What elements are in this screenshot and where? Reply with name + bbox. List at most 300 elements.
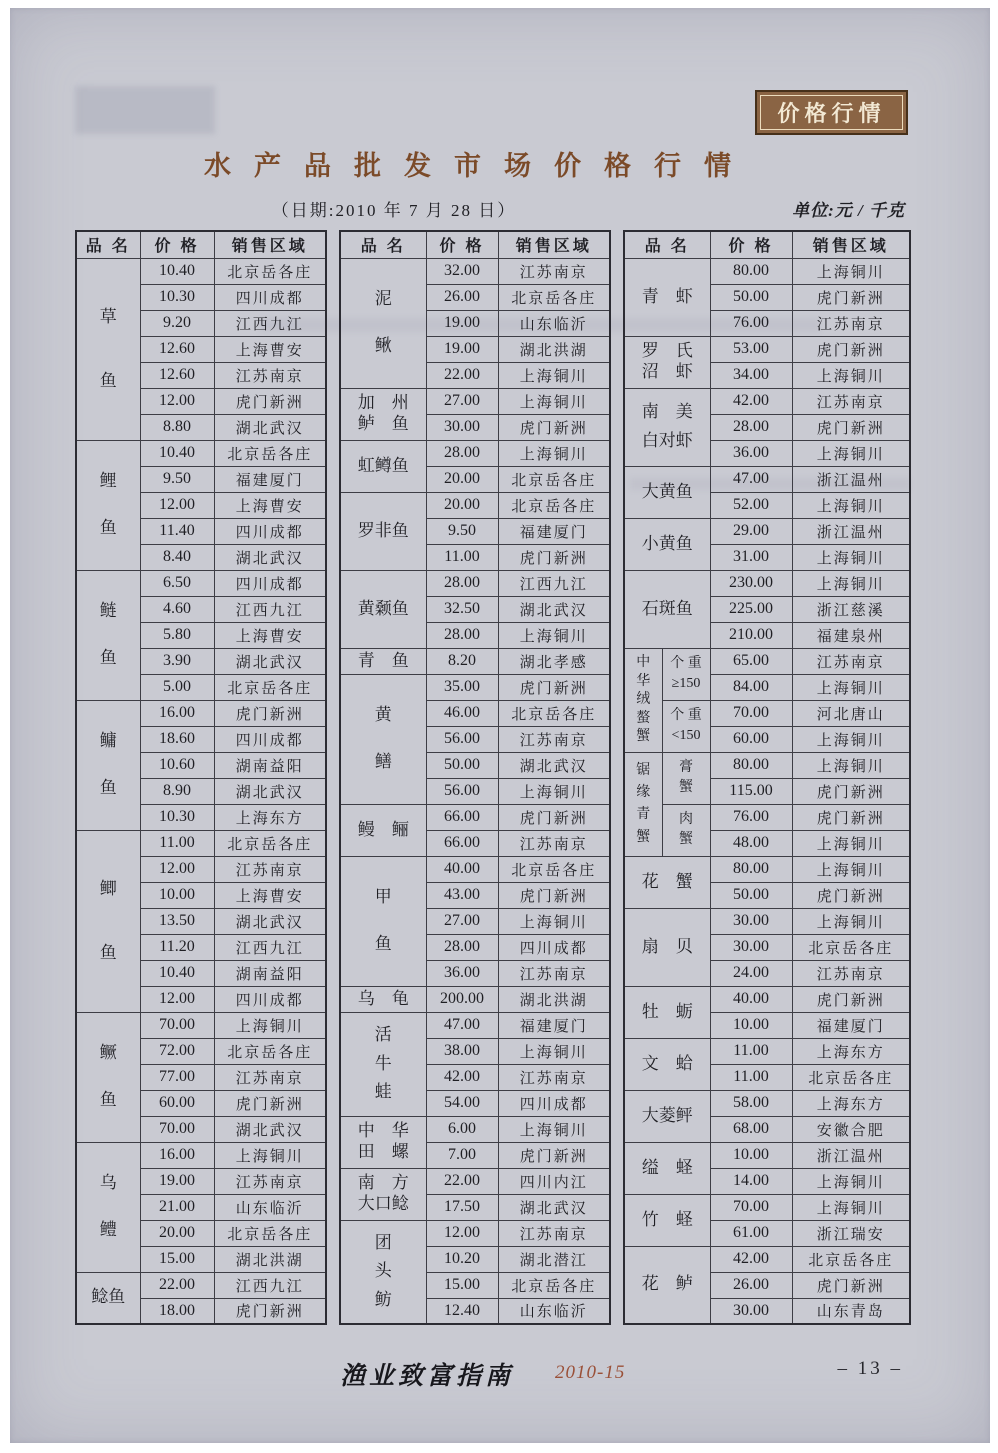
region-cell: 虎门新洲 [214, 388, 326, 414]
price-cell: 10.40 [140, 960, 214, 986]
column-header: 品 名 [624, 231, 710, 258]
region-cell: 上海铜川 [792, 908, 910, 934]
price-cell: 17.50 [426, 1194, 498, 1220]
price-cell: 10.00 [710, 1012, 792, 1038]
table-row [340, 1012, 610, 1038]
region-cell: 江苏南京 [498, 726, 610, 752]
product-name-cell: 花 鲈 [624, 1246, 710, 1324]
region-cell: 浙江瑞安 [792, 1220, 910, 1246]
region-cell: 湖北潜江 [498, 1246, 610, 1272]
table-row [624, 466, 910, 492]
region-cell: 上海铜川 [792, 492, 910, 518]
price-table [75, 230, 911, 1325]
price-cell: 34.00 [710, 362, 792, 388]
table-row [624, 804, 910, 830]
price-cell: 11.40 [140, 518, 214, 544]
page-number: – 13 – [837, 1358, 903, 1379]
price-cell: 60.00 [710, 726, 792, 752]
region-cell: 江苏南京 [498, 960, 610, 986]
price-cell: 68.00 [710, 1116, 792, 1142]
price-cell: 76.00 [710, 804, 792, 830]
price-cell: 70.00 [710, 1194, 792, 1220]
region-cell: 四川成都 [214, 726, 326, 752]
table-row [340, 492, 610, 518]
table-row [76, 700, 326, 726]
product-name-cell: 鳗 鲡 [340, 804, 426, 856]
product-name-cell: 团 头 鲂 [340, 1220, 426, 1324]
price-cell: 50.00 [710, 882, 792, 908]
table-row [624, 856, 910, 882]
price-cell: 115.00 [710, 778, 792, 804]
table-row [340, 258, 610, 284]
region-cell: 四川成都 [498, 1090, 610, 1116]
table-row [76, 1012, 326, 1038]
region-cell: 北京岳各庄 [498, 492, 610, 518]
region-cell: 湖北武汉 [498, 1194, 610, 1220]
product-subname-cell: 个 重 <150 [662, 700, 710, 752]
region-cell: 虎门新洲 [498, 544, 610, 570]
price-cell: 5.00 [140, 674, 214, 700]
table-row [76, 1142, 326, 1168]
date-line: （日期:2010 年 7 月 28 日） [271, 201, 517, 220]
product-name-cell: 虹鳟鱼 [340, 440, 426, 492]
region-cell: 四川成都 [214, 570, 326, 596]
table-row [624, 1090, 910, 1116]
price-cell: 28.00 [710, 414, 792, 440]
price-cell: 18.00 [140, 1298, 214, 1324]
region-cell: 上海铜川 [498, 440, 610, 466]
column-header: 销售区域 [792, 231, 910, 258]
price-cell: 3.90 [140, 648, 214, 674]
region-cell: 江苏南京 [792, 388, 910, 414]
price-cell: 9.20 [140, 310, 214, 336]
region-cell: 北京岳各庄 [214, 1038, 326, 1064]
price-cell: 66.00 [426, 830, 498, 856]
price-cell: 28.00 [426, 440, 498, 466]
price-cell: 70.00 [710, 700, 792, 726]
price-cell: 56.00 [426, 778, 498, 804]
product-subname-cell: 肉 蟹 [662, 804, 710, 856]
product-name-cell: 加 州 鲈 鱼 [340, 388, 426, 440]
price-cell: 31.00 [710, 544, 792, 570]
price-cell: 22.00 [140, 1272, 214, 1298]
price-cell: 8.20 [426, 648, 498, 674]
region-cell: 上海铜川 [498, 1116, 610, 1142]
region-cell: 上海铜川 [498, 1038, 610, 1064]
product-name-cell: 南 方 大口鲶 [340, 1168, 426, 1220]
product-name-cell: 牡 蛎 [624, 986, 710, 1038]
price-cell: 48.00 [710, 830, 792, 856]
price-cell: 14.00 [710, 1168, 792, 1194]
region-cell: 上海铜川 [792, 1194, 910, 1220]
table-row [624, 700, 910, 726]
price-cell: 10.40 [140, 258, 214, 284]
price-cell: 15.00 [140, 1246, 214, 1272]
column-header: 价 格 [710, 231, 792, 258]
region-cell: 上海东方 [792, 1038, 910, 1064]
price-cell: 80.00 [710, 258, 792, 284]
table-row [340, 1220, 610, 1246]
table-row [340, 648, 610, 674]
region-cell: 山东青岛 [792, 1298, 910, 1324]
region-cell: 上海铜川 [498, 362, 610, 388]
product-name-cell: 文 蛤 [624, 1038, 710, 1090]
price-cell: 46.00 [426, 700, 498, 726]
region-cell: 上海铜川 [498, 778, 610, 804]
region-cell: 北京岳各庄 [792, 934, 910, 960]
region-cell: 北京岳各庄 [498, 856, 610, 882]
price-cell: 22.00 [426, 362, 498, 388]
price-cell: 30.00 [426, 414, 498, 440]
region-cell: 北京岳各庄 [498, 284, 610, 310]
region-cell: 虎门新洲 [792, 336, 910, 362]
price-cell: 58.00 [710, 1090, 792, 1116]
price-cell: 30.00 [710, 908, 792, 934]
region-cell: 江西九江 [214, 596, 326, 622]
region-cell: 福建厦门 [498, 1012, 610, 1038]
price-cell: 84.00 [710, 674, 792, 700]
bleedthrough-smudge [75, 86, 215, 134]
region-cell: 虎门新洲 [214, 700, 326, 726]
region-cell: 湖北武汉 [214, 778, 326, 804]
price-cell: 11.00 [710, 1038, 792, 1064]
page-title: 水产品批发市场价格行情 [204, 151, 754, 181]
product-name-cell: 甲 鱼 [340, 856, 426, 986]
region-cell: 北京岳各庄 [498, 466, 610, 492]
price-cell: 27.00 [426, 908, 498, 934]
price-cell: 20.00 [140, 1220, 214, 1246]
price-cell: 36.00 [426, 960, 498, 986]
price-cell: 72.00 [140, 1038, 214, 1064]
price-cell: 10.30 [140, 284, 214, 310]
region-cell: 江苏南京 [498, 258, 610, 284]
table-row [76, 830, 326, 856]
product-name-cell: 大菱鲆 [624, 1090, 710, 1142]
table-row [624, 1194, 910, 1220]
region-cell: 虎门新洲 [498, 414, 610, 440]
region-cell: 湖北武汉 [498, 752, 610, 778]
region-cell: 江苏南京 [214, 362, 326, 388]
price-cell: 80.00 [710, 856, 792, 882]
region-cell: 湖南益阳 [214, 960, 326, 986]
region-cell: 虎门新洲 [792, 778, 910, 804]
region-cell: 北京岳各庄 [214, 830, 326, 856]
region-cell: 上海曹安 [214, 336, 326, 362]
price-cell: 28.00 [426, 622, 498, 648]
region-cell: 上海铜川 [792, 726, 910, 752]
price-cell: 12.60 [140, 362, 214, 388]
price-cell: 8.90 [140, 778, 214, 804]
region-cell: 江西九江 [214, 934, 326, 960]
product-name-cell: 乌 鳢 [76, 1142, 140, 1272]
product-name-cell: 竹 蛏 [624, 1194, 710, 1246]
price-quotes-badge-label: 价格行情 [760, 95, 903, 130]
price-cell: 11.20 [140, 934, 214, 960]
region-cell: 上海铜川 [792, 752, 910, 778]
region-cell: 湖北武汉 [214, 648, 326, 674]
price-cell: 28.00 [426, 570, 498, 596]
product-name-cell: 南 美 白对虾 [624, 388, 710, 466]
region-cell: 湖北武汉 [498, 596, 610, 622]
price-cell: 50.00 [710, 284, 792, 310]
price-cell: 7.00 [426, 1142, 498, 1168]
header-row [76, 231, 326, 258]
column-header: 价 格 [426, 231, 498, 258]
region-cell: 虎门新洲 [792, 882, 910, 908]
table-row [624, 1142, 910, 1168]
product-name-cell: 中 华 田 螺 [340, 1116, 426, 1168]
region-cell: 上海铜川 [498, 622, 610, 648]
product-name-cell: 鲢 鱼 [76, 570, 140, 700]
product-name-cell: 鲤 鱼 [76, 440, 140, 570]
price-cell: 11.00 [710, 1064, 792, 1090]
region-cell: 湖南益阳 [214, 752, 326, 778]
region-cell: 北京岳各庄 [792, 1246, 910, 1272]
column-header: 销售区域 [498, 231, 610, 258]
price-cell: 22.00 [426, 1168, 498, 1194]
region-cell: 福建厦门 [498, 518, 610, 544]
table-group-3 [623, 230, 911, 1325]
price-cell: 32.50 [426, 596, 498, 622]
price-cell: 16.00 [140, 1142, 214, 1168]
price-cell: 10.40 [140, 440, 214, 466]
region-cell: 北京岳各庄 [498, 1272, 610, 1298]
table-row [76, 258, 326, 284]
region-cell: 四川成都 [214, 518, 326, 544]
product-name-cell: 花 蟹 [624, 856, 710, 908]
header-row [624, 231, 910, 258]
product-name-cell: 大黄鱼 [624, 466, 710, 518]
region-cell: 虎门新洲 [498, 804, 610, 830]
region-cell: 浙江温州 [792, 466, 910, 492]
price-cell: 66.00 [426, 804, 498, 830]
region-cell: 江苏南京 [498, 1064, 610, 1090]
issue-number: 2010-15 [555, 1362, 626, 1383]
region-cell: 上海铜川 [792, 1168, 910, 1194]
region-cell: 浙江慈溪 [792, 596, 910, 622]
region-cell: 四川内江 [498, 1168, 610, 1194]
price-cell: 43.00 [426, 882, 498, 908]
region-cell: 上海铜川 [792, 674, 910, 700]
region-cell: 安徽合肥 [792, 1116, 910, 1142]
product-name-cell: 黄 鳝 [340, 674, 426, 804]
product-name-cell: 石斑鱼 [624, 570, 710, 648]
table-row [624, 1246, 910, 1272]
region-cell: 虎门新洲 [498, 1142, 610, 1168]
region-cell: 上海铜川 [792, 440, 910, 466]
region-cell: 福建厦门 [214, 466, 326, 492]
column-header: 销售区域 [214, 231, 326, 258]
price-cell: 42.00 [710, 1246, 792, 1272]
region-cell: 北京岳各庄 [792, 1064, 910, 1090]
column-header: 品 名 [76, 231, 140, 258]
product-name-cell: 罗非鱼 [340, 492, 426, 570]
region-cell: 上海铜川 [792, 856, 910, 882]
price-cell: 70.00 [140, 1012, 214, 1038]
table-row [624, 518, 910, 544]
price-cell: 12.00 [426, 1220, 498, 1246]
price-cell: 32.00 [426, 258, 498, 284]
price-cell: 16.00 [140, 700, 214, 726]
product-name-cell: 草 鱼 [76, 258, 140, 440]
price-cell: 52.00 [710, 492, 792, 518]
product-name-cell: 中 华 绒 螯 蟹 [624, 648, 662, 752]
table-row [76, 570, 326, 596]
price-cell: 61.00 [710, 1220, 792, 1246]
product-name-cell: 泥 鳅 [340, 258, 426, 388]
region-cell: 江西九江 [214, 310, 326, 336]
product-name-cell: 黄颡鱼 [340, 570, 426, 648]
region-cell: 上海东方 [214, 804, 326, 830]
region-cell: 湖北武汉 [214, 544, 326, 570]
price-cell: 47.00 [710, 466, 792, 492]
region-cell: 北京岳各庄 [214, 1220, 326, 1246]
region-cell: 北京岳各庄 [214, 674, 326, 700]
price-cell: 10.00 [140, 882, 214, 908]
price-cell: 12.00 [140, 986, 214, 1012]
price-cell: 42.00 [426, 1064, 498, 1090]
region-cell: 江西九江 [498, 570, 610, 596]
price-cell: 13.50 [140, 908, 214, 934]
product-name-cell: 扇 贝 [624, 908, 710, 986]
table-row [624, 752, 910, 778]
region-cell: 虎门新洲 [498, 882, 610, 908]
price-cell: 36.00 [710, 440, 792, 466]
product-name-cell: 鳜 鱼 [76, 1012, 140, 1142]
product-name-cell: 小黄鱼 [624, 518, 710, 570]
price-cell: 10.30 [140, 804, 214, 830]
price-cell: 210.00 [710, 622, 792, 648]
region-cell: 湖北武汉 [214, 1116, 326, 1142]
price-cell: 12.00 [140, 856, 214, 882]
price-quotes-badge [755, 90, 908, 135]
region-cell: 上海铜川 [792, 570, 910, 596]
price-cell: 6.00 [426, 1116, 498, 1142]
price-cell: 38.00 [426, 1038, 498, 1064]
price-cell: 47.00 [426, 1012, 498, 1038]
region-cell: 江苏南京 [214, 1168, 326, 1194]
region-cell: 虎门新洲 [792, 804, 910, 830]
price-cell: 18.60 [140, 726, 214, 752]
price-cell: 42.00 [710, 388, 792, 414]
region-cell: 虎门新洲 [792, 284, 910, 310]
region-cell: 四川成都 [498, 934, 610, 960]
product-name-cell: 罗 氏 沼 虾 [624, 336, 710, 388]
table-group-2 [339, 230, 611, 1325]
price-cell: 10.20 [426, 1246, 498, 1272]
region-cell: 山东临沂 [498, 310, 610, 336]
price-cell: 27.00 [426, 388, 498, 414]
column-header: 价 格 [140, 231, 214, 258]
region-cell: 湖北孝感 [498, 648, 610, 674]
table-row [340, 1116, 610, 1142]
product-name-cell: 活 牛 蛙 [340, 1012, 426, 1116]
region-cell: 虎门新洲 [498, 674, 610, 700]
table-row [624, 908, 910, 934]
region-cell: 虎门新洲 [792, 986, 910, 1012]
region-cell: 江苏南京 [214, 1064, 326, 1090]
header-row [340, 231, 610, 258]
region-cell: 江苏南京 [214, 856, 326, 882]
product-name-cell: 鳙 鱼 [76, 700, 140, 830]
price-cell: 26.00 [710, 1272, 792, 1298]
table-row [76, 440, 326, 466]
price-cell: 26.00 [426, 284, 498, 310]
region-cell: 上海铜川 [792, 830, 910, 856]
region-cell: 四川成都 [214, 284, 326, 310]
price-cell: 15.00 [426, 1272, 498, 1298]
table-row [340, 440, 610, 466]
table-row [624, 336, 910, 362]
region-cell: 虎门新洲 [214, 1298, 326, 1324]
region-cell: 虎门新洲 [792, 1272, 910, 1298]
product-subname-cell: 膏 蟹 [662, 752, 710, 804]
region-cell: 湖北洪湖 [214, 1246, 326, 1272]
region-cell: 上海铜川 [498, 908, 610, 934]
region-cell: 上海铜川 [792, 258, 910, 284]
price-cell: 9.50 [426, 518, 498, 544]
region-cell: 山东临沂 [498, 1298, 610, 1324]
region-cell: 湖北洪湖 [498, 336, 610, 362]
price-cell: 19.00 [426, 336, 498, 362]
table-row [624, 986, 910, 1012]
price-cell: 56.00 [426, 726, 498, 752]
price-cell: 200.00 [426, 986, 498, 1012]
region-cell: 上海铜川 [214, 1142, 326, 1168]
price-cell: 20.00 [426, 492, 498, 518]
region-cell: 湖北洪湖 [498, 986, 610, 1012]
region-cell: 上海东方 [792, 1090, 910, 1116]
region-cell: 江苏南京 [498, 830, 610, 856]
table-row [624, 648, 910, 674]
region-cell: 江苏南京 [792, 960, 910, 986]
table-group-1 [75, 230, 327, 1325]
table-row [624, 570, 910, 596]
region-cell: 福建厦门 [792, 1012, 910, 1038]
region-cell: 上海曹安 [214, 492, 326, 518]
region-cell: 江西九江 [214, 1272, 326, 1298]
price-cell: 4.60 [140, 596, 214, 622]
price-cell: 70.00 [140, 1116, 214, 1142]
region-cell: 虎门新洲 [792, 414, 910, 440]
table-row [340, 856, 610, 882]
region-cell: 上海曹安 [214, 882, 326, 908]
region-cell: 福建泉州 [792, 622, 910, 648]
price-cell: 76.00 [710, 310, 792, 336]
region-cell: 浙江温州 [792, 518, 910, 544]
region-cell: 江苏南京 [498, 1220, 610, 1246]
table-row [340, 1168, 610, 1194]
table-row [624, 388, 910, 414]
price-cell: 80.00 [710, 752, 792, 778]
product-name-cell: 鲫 鱼 [76, 830, 140, 1012]
price-cell: 10.00 [710, 1142, 792, 1168]
region-cell: 江苏南京 [792, 648, 910, 674]
region-cell: 北京岳各庄 [214, 440, 326, 466]
price-cell: 12.00 [140, 492, 214, 518]
price-cell: 60.00 [140, 1090, 214, 1116]
price-cell: 19.00 [140, 1168, 214, 1194]
table-row [340, 674, 610, 700]
product-name-cell: 乌 龟 [340, 986, 426, 1012]
product-name-cell: 青 鱼 [340, 648, 426, 674]
price-cell: 9.50 [140, 466, 214, 492]
price-cell: 11.00 [140, 830, 214, 856]
page-footer [0, 1352, 998, 1400]
product-name-cell: 青 虾 [624, 258, 710, 336]
price-cell: 225.00 [710, 596, 792, 622]
price-cell: 35.00 [426, 674, 498, 700]
